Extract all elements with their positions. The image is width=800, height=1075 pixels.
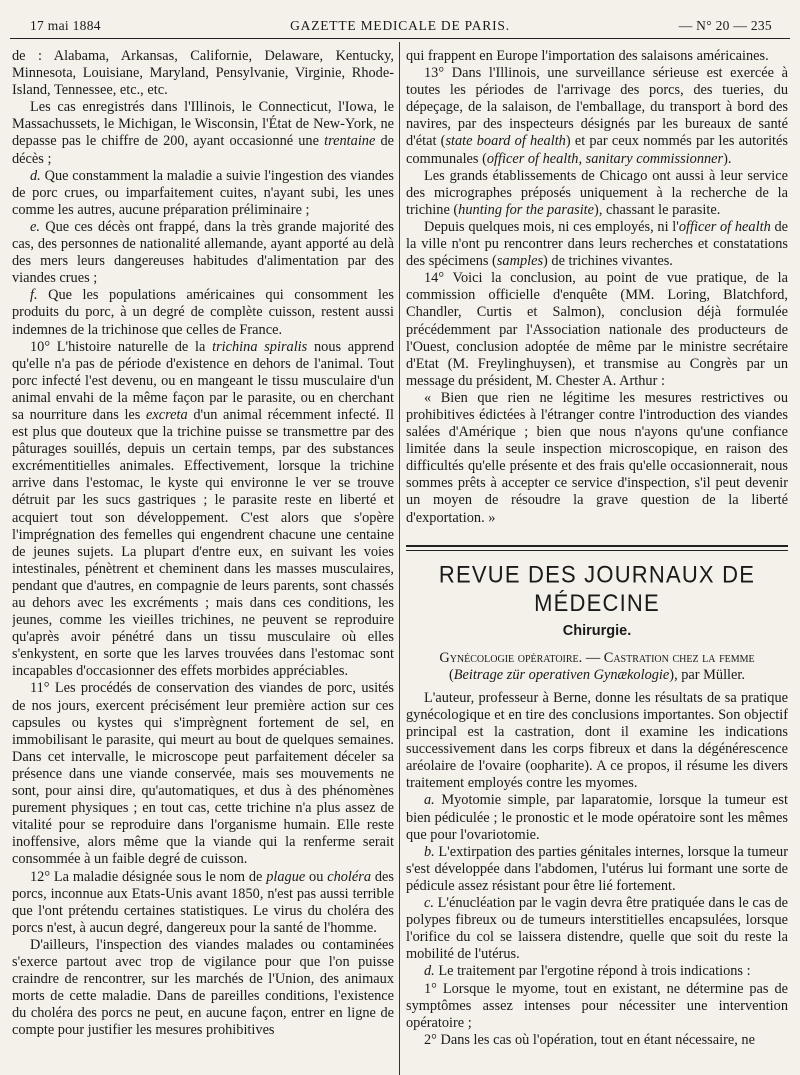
paragraph: 13° Dans l'Illinois, une surveillance sérieuse est exercée à toutes les périodes de l'arrivage des porcs, des tueries, du dépeçage, de la salaison, de l'emballage, du transport à bord des navires, par des inspecteurs désignés par les bureaux de santé d'état (state board of health) et par ceux nommés par les autorités communales (officer of health, sanitary commissionner). [406,65,788,167]
paragraph: 10° L'histoire naturelle de la trichina spiralis nous apprend qu'elle n'a pas de période d'existence en dehors de l'animal. Tout porc infecté l'est devenu, ou en mangeant le tissu musculaire d'un animal envahi de la même façon par le parasite, ou en cherchant sa nourriture dans les excreta d'un animal récemment infecté. Il est plus que douteux que la trichine puisse se transmettre par des pâturages souillés, depuis un certain temps, par des substances excrémentitielles animales. Effectivement, lorsque la trichine arrive dans l'estomac, le kyste qui environne le ver se trouve détruit par les sucs gastriques ; le parasite reste en liberté et acquiert tout son développement. C'est alors que s'opère l'imprégnation des femelles qui engendrent chacune une centaine de jeunes sujets. La plupart d'entre eux, en suivant les voies intestinales, pénètrent et cheminent dans les masses musculaires, pendant que d'autres, en compagnie de leurs parents, sont chassés au dehors avec les excréments ; mais dans ces conditions, les jeunes, comme les vieilles trichines, ne peuvent se reproduire qu'après avoir pénétré dans un tissu musculaire où elles s'enkystent, en sorte que les larves trouvées dans l'estomac sont incapables d'occasionner des effets morbides appréciables. [12,338,394,680]
paragraph: b. L'extirpation des parties génitales internes, lorsque la tumeur s'est développée dans l'abdomen, l'utérus lui formant une sorte de pédicule assez résistant pour être lié fortement. [406,843,788,894]
paragraph: a. Myotomie simple, par laparatomie, lorsque la tumeur est bien pédiculée ; le pronostic et le mode opératoire sont les mêmes que pour l'ovariotomie. [406,792,788,843]
quotation: « Bien que rien ne légitime les mesures restrictives ou prohibitives édictées à l'étranger contre l'introduction des viandes salées d'Amérique ; bien que nous n'ayons qu'une confiance limitée dans la seule inspection microscopique, en raison des difficultés qu'elle présente et des frais qu'elle occasionnerait, nous sommes prêts à accepter ce service d'inspection, s'il peut devenir un moyen de résoudre la grave question de la liberté d'exportation. » [406,389,788,526]
article-heading: Gynécologie opératoire. — Castration chez la femme (Beitrage zür operativen Gynækologie), par Müller. [439,649,755,683]
right-column [406,48,788,1075]
paragraph: 14° Voici la conclusion, au point de vue pratique, de la commission officielle d'enquête (MM. Loring, Blatchford, Chandler, Curtis et Salmon), conclusion déjà formulée précédemment par l'Association nationale des producteurs de l'Ouest, conclusion adoptée de même par le ministre secrétaire d'Etat (M. Freylinghuysen), et transmise au Congrès par un message du président, M. Chester A. Arthur : [406,270,788,389]
paragraph: Les cas enregistrés dans l'Illinois, le Connecticut, l'Iowa, le Massachussets, le Michigan, le Wisconsin, l'État de New-York, ne depasse pas le chiffre de 200, ayant occasionné une trentaine de décès ; [12,99,394,167]
subsection-title: Chirurgie. [562,622,632,639]
paragraph: d. Que constamment la maladie a suivie l'ingestion des viandes de porc crues, ou imparfaitement cuites, n'ayant subi, les unes comme les autres, aucune préparation préliminaire ; [12,167,394,218]
paragraph: Depuis quelques mois, ni ces employés, ni l'officer of health de la ville n'ont pu rencontrer dans leurs recherches et constatations des spécimens (samples) de trichines vivantes. [406,218,788,270]
paragraph: 2° Dans les cas où l'opération, tout en étant nécessaire, ne [424,1031,755,1048]
header-rule [10,38,790,39]
paragraph: 12° La maladie désignée sous le nom de plague ou choléra des porcs, inconnue aux Etats-Unis avant 1850, n'est pas aussi terrible que l'ont prétendu certaines statistiques. Le virus du choléra des porcs n'est, à aucun degré, dangereux pour la santé de l'homme. [12,868,394,936]
paragraph: c. L'énucléation par le vagin devra être pratiquée dans le cas de polypes fibreux ou de tumeurs interstitielles encapsulées, lorsque l'orifice du col se laissera distendre, quelle que soit du reste la mobilité de l'utérus. [406,895,788,963]
paragraph: de : Alabama, Arkansas, Californie, Delaware, Kentucky, Minnesota, Louisiane, Maryland, Pensylvanie, Virginie, Rhode-Island, Tennessee, etc., etc. [12,48,394,99]
paragraph: qui frappent en Europe l'importation des salaisons américaines. [406,48,769,64]
section-rule-thin [406,550,788,551]
issue-page-number: — N° 20 — 235 [678,18,772,33]
paragraph: d. Le traitement par l'ergotine répond à trois indications : [424,963,751,980]
left-column [12,48,394,1075]
paragraph: e. Que ces décès ont frappé, dans la très grande majorité des cas, des personnes de nationalité allemande, ayant apporté au delà des mers leurs dangereuses habitudes d'alimentation par des viandes crues ; [12,218,394,287]
section-rule-thick [406,545,788,547]
column-divider [399,42,400,1075]
paragraph: Les grands établissements de Chicago ont aussi à leur service des micrographes préposés uniquement à la recherche de la trichine (hunting for the parasite), chassant le parasite. [406,167,788,218]
paragraph: 1° Lorsque le myome, tout en existant, ne détermine pas de symptômes assez intenses pour nécessiter une intervention opératoire ; [406,980,788,1031]
section-title: REVUE DES JOURNAUX DE MÉDECINE [438,560,756,617]
page-header [8,14,792,38]
paragraph: f. Que les populations américaines qui consomment les produits du porc, à un degré de complète cuisson, restent aussi indemnes de la trichinose que celles de France. [12,287,394,338]
paragraph: 11° Les procédés de conservation des viandes de porc, usités de nos jours, exercent précisément leur première action sur ces capsules ou kystes qui s'imprègnent fortement de sel, en immobilisant le parasite, qui meurt au bout de quelques semaines. Dans cet intervalle, le microscope peut parfaitement déceler sa présence dans une viande conservée, mais ses mouvements ne sont, pour ainsi dire, qu'automatiques, et dus à des phénomènes purement physiques ; en tout cas, cette trichine n'a plus assez de vitalité pour se reproduire dans l'organisme humain. Elle reste inoffensive, alors même que la viande qui la renferme serait consommée à un faible degré de cuisson. [12,680,394,868]
paragraph: L'auteur, professeur à Berne, donne les résultats de sa pratique gynécologique et en tire des conclusions importantes. Son objectif principal est la castration, dont il examine les indications successivement dans les corps fibreux et dans la dégénérescence aréolaire de l'ovaire (oopharite). A ce propos, il résume les divers traitement employés contre les myomes. [406,689,788,792]
paragraph: D'ailleurs, l'inspection des viandes malades ou contaminées s'exerce partout avec trop de vigilance pour que l'on puisse craindre de rencontrer, sur les marchés de l'Union, des animaux morts de cette maladie. Dans de pareilles conditions, l'existence du choléra des porcs ne peut, en aucune façon, entrer en ligne de compte pour justifier les mesures prohibitives [12,936,394,1039]
journal-title: GAZETTE MEDICALE DE PARIS. [290,18,510,33]
issue-date: 17 mai 1884 [30,18,101,33]
